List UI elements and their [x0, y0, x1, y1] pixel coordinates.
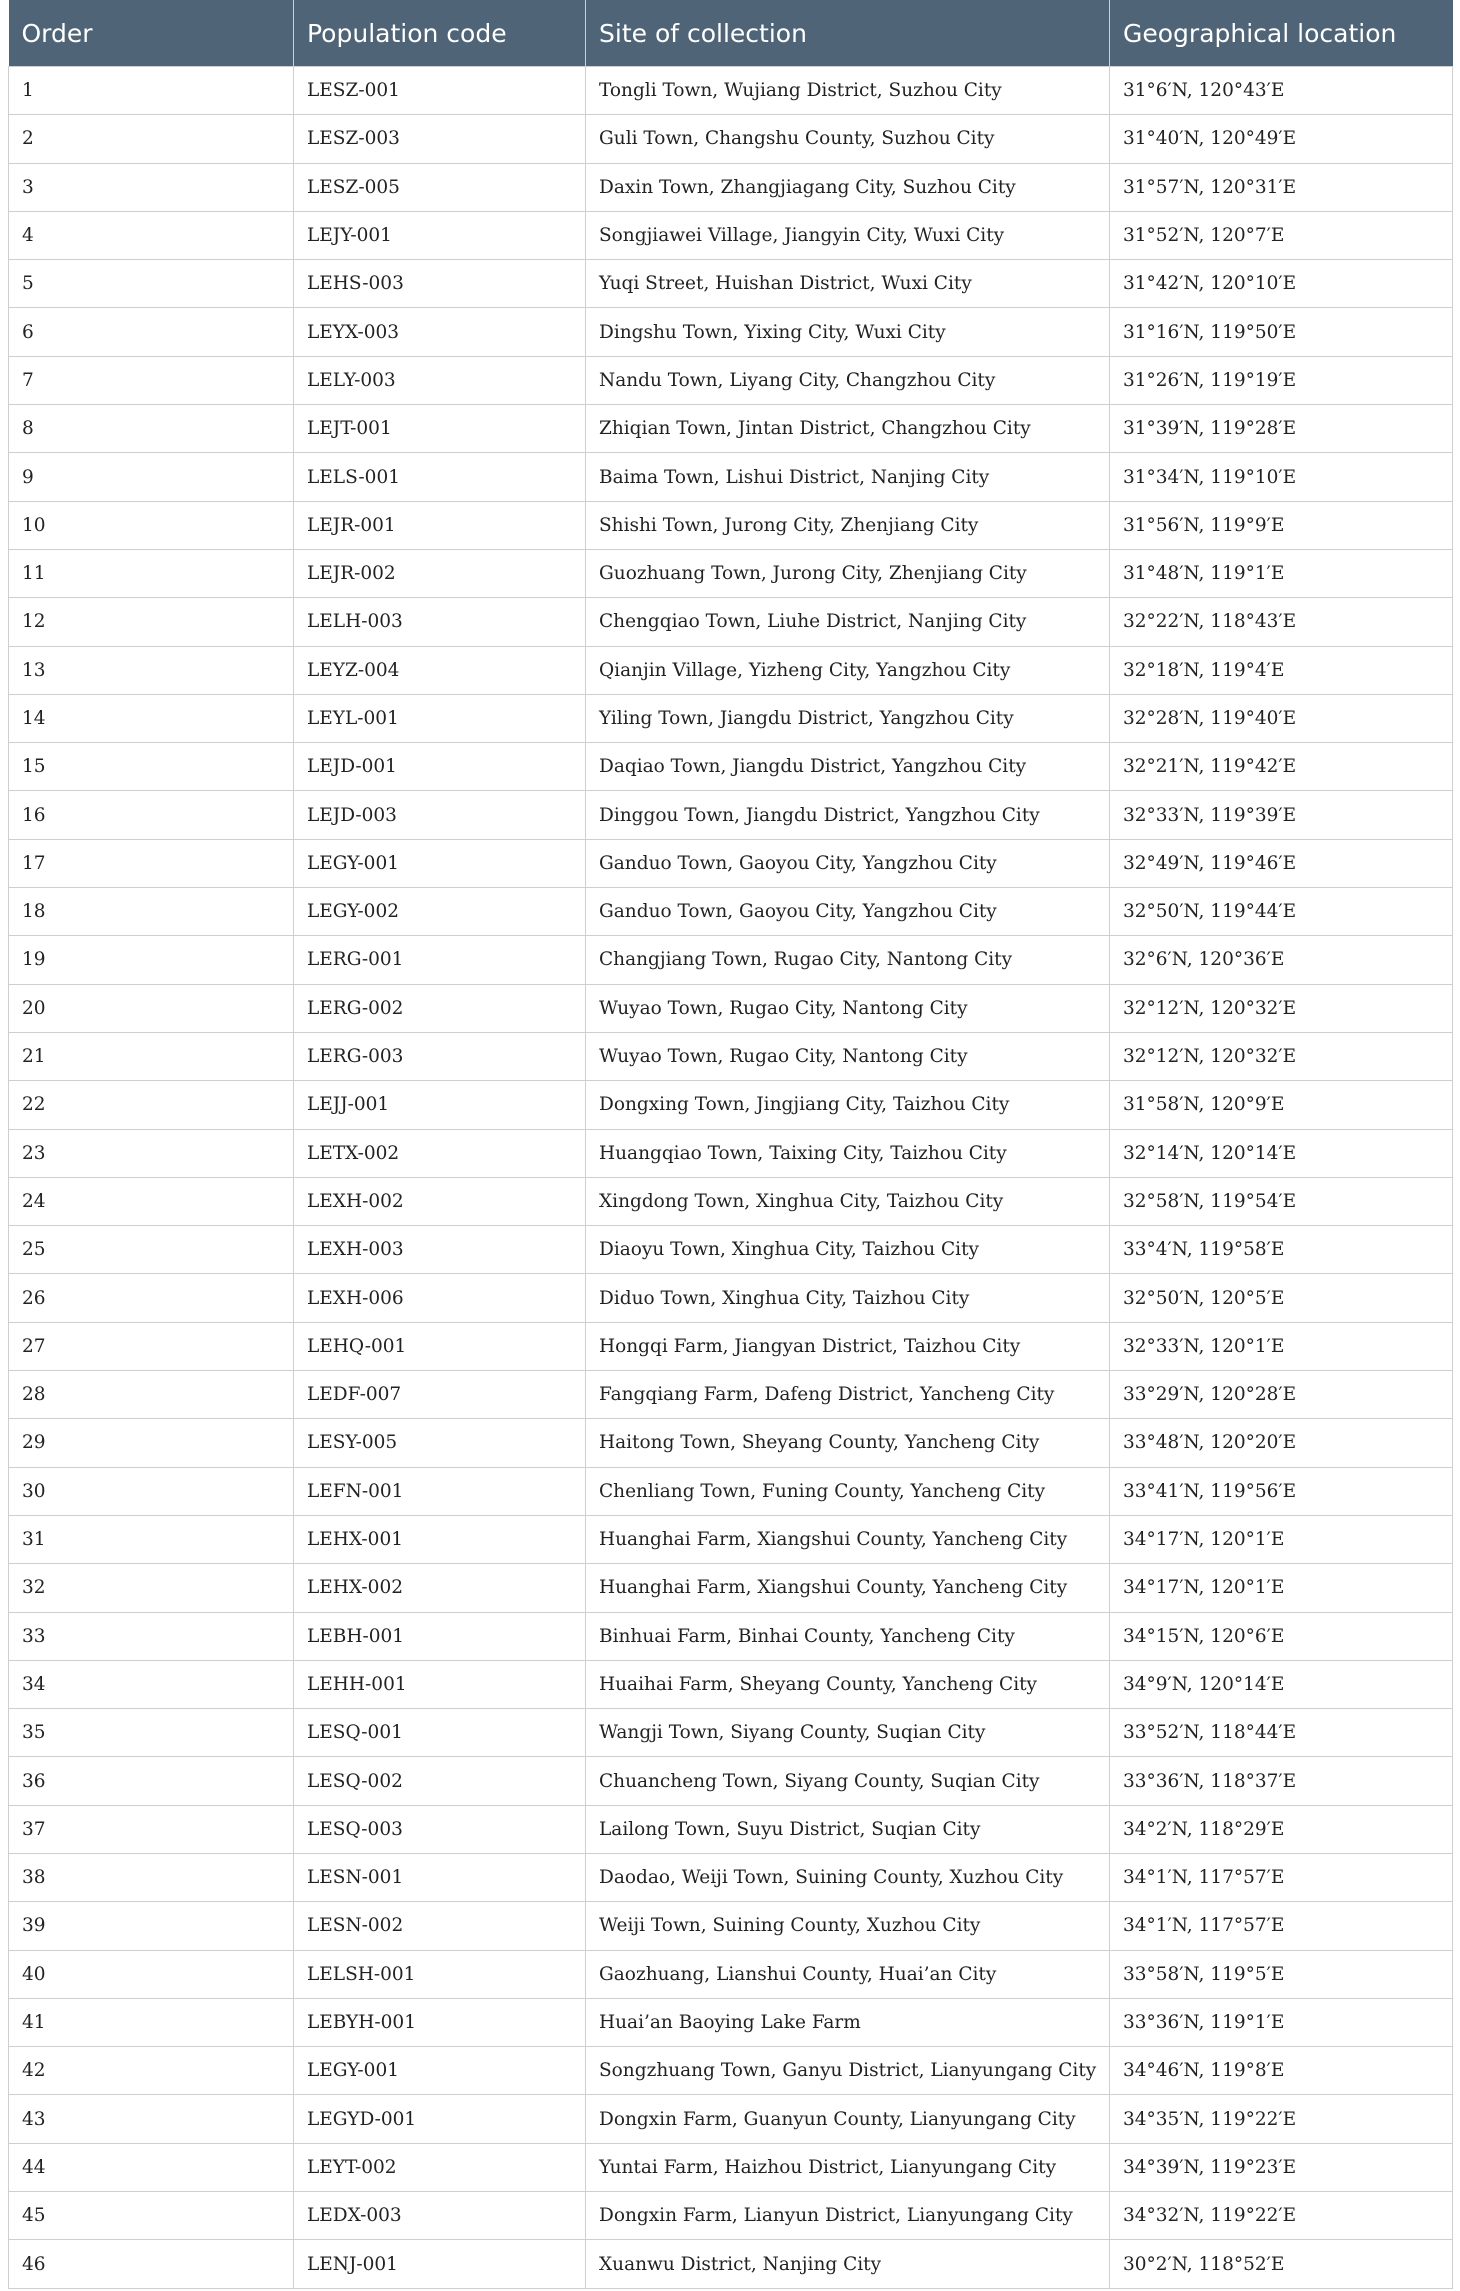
- cell-population-code: LEYZ-004: [294, 646, 586, 694]
- cell-population-code: LEJD-003: [294, 791, 586, 839]
- cell-site-of-collection: Ganduo Town, Gaoyou City, Yangzhou City: [586, 888, 1110, 936]
- table-row: [9, 1081, 1453, 1129]
- table-row: [9, 115, 1453, 163]
- cell-population-code: LEJD-001: [294, 743, 586, 791]
- cell-site-of-collection: Tongli Town, Wujiang District, Suzhou City: [586, 67, 1110, 115]
- cell-site-of-collection: Gaozhuang, Lianshui County, Huai’an City: [586, 1950, 1110, 1998]
- cell-population-code: LENJ-001: [294, 2240, 586, 2288]
- cell-site-of-collection: Chengqiao Town, Liuhe District, Nanjing City: [586, 598, 1110, 646]
- cell-site-of-collection: Shishi Town, Jurong City, Zhenjiang City: [586, 501, 1110, 549]
- cell-population-code: LESY-005: [294, 1419, 586, 1467]
- table-row: [9, 1950, 1453, 1998]
- cell-site-of-collection: Baima Town, Lishui District, Nanjing City: [586, 453, 1110, 501]
- cell-site-of-collection: Dinggou Town, Jiangdu District, Yangzhou City: [586, 791, 1110, 839]
- cell-geographical-location: 31°34′N, 119°10′E: [1110, 453, 1453, 501]
- cell-population-code: LESZ-003: [294, 115, 586, 163]
- cell-site-of-collection: Huaihai Farm, Sheyang County, Yancheng City: [586, 1660, 1110, 1708]
- cell-geographical-location: 34°17′N, 120°1′E: [1110, 1515, 1453, 1563]
- cell-order: 9: [9, 453, 294, 501]
- cell-site-of-collection: Zhiqian Town, Jintan District, Changzhou City: [586, 405, 1110, 453]
- cell-geographical-location: 31°42′N, 120°10′E: [1110, 260, 1453, 308]
- table-row: [9, 549, 1453, 597]
- table-row: [9, 163, 1453, 211]
- cell-population-code: LEGY-001: [294, 2047, 586, 2095]
- cell-order: 20: [9, 984, 294, 1032]
- cell-order: 35: [9, 1709, 294, 1757]
- cell-site-of-collection: Yiling Town, Jiangdu District, Yangzhou City: [586, 694, 1110, 742]
- cell-population-code: LELH-003: [294, 598, 586, 646]
- cell-site-of-collection: Huangqiao Town, Taixing City, Taizhou City: [586, 1129, 1110, 1177]
- table-row: [9, 1177, 1453, 1225]
- cell-population-code: LEDX-003: [294, 2192, 586, 2240]
- cell-order: 13: [9, 646, 294, 694]
- cell-population-code: LEBYH-001: [294, 1998, 586, 2046]
- table-row: [9, 501, 1453, 549]
- table-row: [9, 839, 1453, 887]
- table-row: [9, 356, 1453, 404]
- cell-order: 19: [9, 936, 294, 984]
- cell-site-of-collection: Xingdong Town, Xinghua City, Taizhou City: [586, 1177, 1110, 1225]
- table-row: [9, 453, 1453, 501]
- cell-site-of-collection: Weiji Town, Suining County, Xuzhou City: [586, 1902, 1110, 1950]
- cell-geographical-location: 33°36′N, 119°1′E: [1110, 1998, 1453, 2046]
- table-row: [9, 405, 1453, 453]
- cell-site-of-collection: Wuyao Town, Rugao City, Nantong City: [586, 1032, 1110, 1080]
- cell-order: 25: [9, 1226, 294, 1274]
- cell-site-of-collection: Huanghai Farm, Xiangshui County, Yancheng City: [586, 1515, 1110, 1563]
- cell-geographical-location: 31°48′N, 119°1′E: [1110, 549, 1453, 597]
- cell-site-of-collection: Hongqi Farm, Jiangyan District, Taizhou City: [586, 1322, 1110, 1370]
- table-row: [9, 791, 1453, 839]
- table-row: [9, 308, 1453, 356]
- cell-order: 32: [9, 1564, 294, 1612]
- cell-site-of-collection: Daxin Town, Zhangjiagang City, Suzhou City: [586, 163, 1110, 211]
- cell-geographical-location: 32°50′N, 119°44′E: [1110, 888, 1453, 936]
- cell-order: 12: [9, 598, 294, 646]
- cell-geographical-location: 31°57′N, 120°31′E: [1110, 163, 1453, 211]
- cell-geographical-location: 34°1′N, 117°57′E: [1110, 1853, 1453, 1901]
- table-row: [9, 646, 1453, 694]
- cell-geographical-location: 32°58′N, 119°54′E: [1110, 1177, 1453, 1225]
- cell-population-code: LERG-001: [294, 936, 586, 984]
- cell-population-code: LERG-002: [294, 984, 586, 1032]
- table-row: [9, 1757, 1453, 1805]
- cell-population-code: LEXH-006: [294, 1274, 586, 1322]
- cell-population-code: LESN-001: [294, 1853, 586, 1901]
- table-row: [9, 936, 1453, 984]
- header-geographical-location: Geographical location: [1110, 0, 1453, 67]
- cell-geographical-location: 31°40′N, 120°49′E: [1110, 115, 1453, 163]
- cell-site-of-collection: Guli Town, Changshu County, Suzhou City: [586, 115, 1110, 163]
- cell-geographical-location: 34°35′N, 119°22′E: [1110, 2095, 1453, 2143]
- cell-order: 16: [9, 791, 294, 839]
- cell-geographical-location: 34°39′N, 119°23′E: [1110, 2143, 1453, 2191]
- cell-population-code: LEJR-001: [294, 501, 586, 549]
- cell-geographical-location: 31°52′N, 120°7′E: [1110, 211, 1453, 259]
- cell-geographical-location: 32°12′N, 120°32′E: [1110, 1032, 1453, 1080]
- cell-order: 22: [9, 1081, 294, 1129]
- table-row: [9, 1371, 1453, 1419]
- cell-population-code: LESQ-003: [294, 1805, 586, 1853]
- cell-order: 45: [9, 2192, 294, 2240]
- cell-population-code: LESQ-002: [294, 1757, 586, 1805]
- table-row: [9, 888, 1453, 936]
- cell-site-of-collection: Dongxin Farm, Lianyun District, Lianyungang City: [586, 2192, 1110, 2240]
- cell-site-of-collection: Dongxing Town, Jingjiang City, Taizhou City: [586, 1081, 1110, 1129]
- cell-order: 26: [9, 1274, 294, 1322]
- cell-geographical-location: 33°52′N, 118°44′E: [1110, 1709, 1453, 1757]
- cell-geographical-location: 34°17′N, 120°1′E: [1110, 1564, 1453, 1612]
- cell-site-of-collection: Diaoyu Town, Xinghua City, Taizhou City: [586, 1226, 1110, 1274]
- cell-site-of-collection: Huai’an Baoying Lake Farm: [586, 1998, 1110, 2046]
- cell-order: 24: [9, 1177, 294, 1225]
- cell-order: 29: [9, 1419, 294, 1467]
- cell-order: 11: [9, 549, 294, 597]
- cell-population-code: LESQ-001: [294, 1709, 586, 1757]
- cell-site-of-collection: Changjiang Town, Rugao City, Nantong City: [586, 936, 1110, 984]
- cell-site-of-collection: Yuntai Farm, Haizhou District, Lianyungang City: [586, 2143, 1110, 2191]
- cell-geographical-location: 32°18′N, 119°4′E: [1110, 646, 1453, 694]
- table-row: [9, 1998, 1453, 2046]
- cell-population-code: LEHQ-001: [294, 1322, 586, 1370]
- population-table-container: [8, 0, 1452, 2289]
- cell-population-code: LEJR-002: [294, 549, 586, 597]
- table-row: [9, 67, 1453, 115]
- table-row: [9, 2192, 1453, 2240]
- cell-population-code: LEHS-003: [294, 260, 586, 308]
- cell-order: 41: [9, 1998, 294, 2046]
- cell-population-code: LEJJ-001: [294, 1081, 586, 1129]
- cell-population-code: LESN-002: [294, 1902, 586, 1950]
- cell-geographical-location: 32°21′N, 119°42′E: [1110, 743, 1453, 791]
- cell-order: 39: [9, 1902, 294, 1950]
- table-row: [9, 1902, 1453, 1950]
- cell-geographical-location: 34°2′N, 118°29′E: [1110, 1805, 1453, 1853]
- cell-geographical-location: 32°33′N, 119°39′E: [1110, 791, 1453, 839]
- cell-order: 1: [9, 67, 294, 115]
- cell-population-code: LEGY-001: [294, 839, 586, 887]
- cell-population-code: LESZ-005: [294, 163, 586, 211]
- table-row: [9, 1467, 1453, 1515]
- cell-geographical-location: 30°2′N, 118°52′E: [1110, 2240, 1453, 2288]
- table-row: [9, 1419, 1453, 1467]
- cell-site-of-collection: Chenliang Town, Funing County, Yancheng City: [586, 1467, 1110, 1515]
- header-site-of-collection: Site of collection: [586, 0, 1110, 67]
- cell-order: 10: [9, 501, 294, 549]
- cell-order: 28: [9, 1371, 294, 1419]
- cell-population-code: LEJY-001: [294, 211, 586, 259]
- table-row: [9, 1612, 1453, 1660]
- cell-order: 43: [9, 2095, 294, 2143]
- cell-population-code: LERG-003: [294, 1032, 586, 1080]
- cell-geographical-location: 31°58′N, 120°9′E: [1110, 1081, 1453, 1129]
- cell-population-code: LEGYD-001: [294, 2095, 586, 2143]
- cell-order: 6: [9, 308, 294, 356]
- cell-geographical-location: 32°6′N, 120°36′E: [1110, 936, 1453, 984]
- header-population-code: Population code: [294, 0, 586, 67]
- header-order: Order: [9, 0, 294, 67]
- cell-geographical-location: 33°58′N, 119°5′E: [1110, 1950, 1453, 1998]
- table-row: [9, 1032, 1453, 1080]
- table-body: [9, 67, 1453, 2289]
- cell-geographical-location: 31°26′N, 119°19′E: [1110, 356, 1453, 404]
- cell-geographical-location: 32°49′N, 119°46′E: [1110, 839, 1453, 887]
- cell-order: 31: [9, 1515, 294, 1563]
- table-row: [9, 598, 1453, 646]
- cell-site-of-collection: Ganduo Town, Gaoyou City, Yangzhou City: [586, 839, 1110, 887]
- cell-site-of-collection: Wangji Town, Siyang County, Suqian City: [586, 1709, 1110, 1757]
- cell-site-of-collection: Daqiao Town, Jiangdu District, Yangzhou City: [586, 743, 1110, 791]
- cell-order: 23: [9, 1129, 294, 1177]
- cell-site-of-collection: Guozhuang Town, Jurong City, Zhenjiang City: [586, 549, 1110, 597]
- cell-population-code: LEBH-001: [294, 1612, 586, 1660]
- cell-order: 38: [9, 1853, 294, 1901]
- cell-site-of-collection: Lailong Town, Suyu District, Suqian City: [586, 1805, 1110, 1853]
- cell-geographical-location: 31°39′N, 119°28′E: [1110, 405, 1453, 453]
- cell-population-code: LEFN-001: [294, 1467, 586, 1515]
- cell-geographical-location: 31°16′N, 119°50′E: [1110, 308, 1453, 356]
- cell-order: 4: [9, 211, 294, 259]
- cell-geographical-location: 31°56′N, 119°9′E: [1110, 501, 1453, 549]
- cell-site-of-collection: Songzhuang Town, Ganyu District, Lianyungang City: [586, 2047, 1110, 2095]
- cell-order: 46: [9, 2240, 294, 2288]
- table-row: [9, 694, 1453, 742]
- cell-population-code: LEHX-001: [294, 1515, 586, 1563]
- table-row: [9, 1322, 1453, 1370]
- cell-site-of-collection: Chuancheng Town, Siyang County, Suqian City: [586, 1757, 1110, 1805]
- table-row: [9, 1660, 1453, 1708]
- cell-geographical-location: 32°33′N, 120°1′E: [1110, 1322, 1453, 1370]
- table-row: [9, 1129, 1453, 1177]
- cell-order: 44: [9, 2143, 294, 2191]
- cell-order: 36: [9, 1757, 294, 1805]
- cell-geographical-location: 34°15′N, 120°6′E: [1110, 1612, 1453, 1660]
- cell-site-of-collection: Binhuai Farm, Binhai County, Yancheng City: [586, 1612, 1110, 1660]
- table-row: [9, 1805, 1453, 1853]
- table-row: [9, 1853, 1453, 1901]
- cell-population-code: LEYT-002: [294, 2143, 586, 2191]
- cell-order: 14: [9, 694, 294, 742]
- cell-geographical-location: 34°9′N, 120°14′E: [1110, 1660, 1453, 1708]
- cell-site-of-collection: Huanghai Farm, Xiangshui County, Yancheng City: [586, 1564, 1110, 1612]
- cell-site-of-collection: Songjiawei Village, Jiangyin City, Wuxi City: [586, 211, 1110, 259]
- table-row: [9, 1226, 1453, 1274]
- cell-order: 18: [9, 888, 294, 936]
- cell-population-code: LEDF-007: [294, 1371, 586, 1419]
- table-row: [9, 1709, 1453, 1757]
- cell-geographical-location: 34°32′N, 119°22′E: [1110, 2192, 1453, 2240]
- cell-site-of-collection: Wuyao Town, Rugao City, Nantong City: [586, 984, 1110, 1032]
- cell-order: 21: [9, 1032, 294, 1080]
- cell-geographical-location: 31°6′N, 120°43′E: [1110, 67, 1453, 115]
- table-row: [9, 1515, 1453, 1563]
- cell-order: 3: [9, 163, 294, 211]
- cell-population-code: LEGY-002: [294, 888, 586, 936]
- cell-site-of-collection: Diduo Town, Xinghua City, Taizhou City: [586, 1274, 1110, 1322]
- cell-geographical-location: 32°50′N, 120°5′E: [1110, 1274, 1453, 1322]
- cell-order: 8: [9, 405, 294, 453]
- table-row: [9, 2240, 1453, 2288]
- population-table: [8, 0, 1453, 2289]
- cell-order: 34: [9, 1660, 294, 1708]
- cell-geographical-location: 33°29′N, 120°28′E: [1110, 1371, 1453, 1419]
- cell-order: 15: [9, 743, 294, 791]
- cell-population-code: LEXH-003: [294, 1226, 586, 1274]
- cell-order: 27: [9, 1322, 294, 1370]
- cell-geographical-location: 32°22′N, 118°43′E: [1110, 598, 1453, 646]
- cell-order: 7: [9, 356, 294, 404]
- table-row: [9, 260, 1453, 308]
- cell-population-code: LEXH-002: [294, 1177, 586, 1225]
- cell-order: 33: [9, 1612, 294, 1660]
- cell-order: 2: [9, 115, 294, 163]
- cell-population-code: LELSH-001: [294, 1950, 586, 1998]
- cell-order: 5: [9, 260, 294, 308]
- table-header: [9, 0, 1453, 67]
- cell-site-of-collection: Nandu Town, Liyang City, Changzhou City: [586, 356, 1110, 404]
- table-row: [9, 211, 1453, 259]
- cell-order: 42: [9, 2047, 294, 2095]
- table-row: [9, 1274, 1453, 1322]
- cell-order: 30: [9, 1467, 294, 1515]
- cell-population-code: LESZ-001: [294, 67, 586, 115]
- cell-site-of-collection: Daodao, Weiji Town, Suining County, Xuzhou City: [586, 1853, 1110, 1901]
- cell-site-of-collection: Qianjin Village, Yizheng City, Yangzhou City: [586, 646, 1110, 694]
- cell-geographical-location: 32°12′N, 120°32′E: [1110, 984, 1453, 1032]
- table-row: [9, 2095, 1453, 2143]
- cell-population-code: LELS-001: [294, 453, 586, 501]
- table-row: [9, 743, 1453, 791]
- cell-site-of-collection: Yuqi Street, Huishan District, Wuxi City: [586, 260, 1110, 308]
- cell-site-of-collection: Dingshu Town, Yixing City, Wuxi City: [586, 308, 1110, 356]
- cell-geographical-location: 34°46′N, 119°8′E: [1110, 2047, 1453, 2095]
- cell-order: 40: [9, 1950, 294, 1998]
- header-row: [9, 0, 1453, 67]
- cell-population-code: LEHX-002: [294, 1564, 586, 1612]
- cell-population-code: LEJT-001: [294, 405, 586, 453]
- table-row: [9, 2143, 1453, 2191]
- cell-site-of-collection: Dongxin Farm, Guanyun County, Lianyungang City: [586, 2095, 1110, 2143]
- cell-geographical-location: 33°41′N, 119°56′E: [1110, 1467, 1453, 1515]
- cell-geographical-location: 32°14′N, 120°14′E: [1110, 1129, 1453, 1177]
- cell-geographical-location: 33°36′N, 118°37′E: [1110, 1757, 1453, 1805]
- cell-geographical-location: 33°4′N, 119°58′E: [1110, 1226, 1453, 1274]
- cell-geographical-location: 33°48′N, 120°20′E: [1110, 1419, 1453, 1467]
- cell-population-code: LELY-003: [294, 356, 586, 404]
- table-row: [9, 1564, 1453, 1612]
- cell-site-of-collection: Xuanwu District, Nanjing City: [586, 2240, 1110, 2288]
- cell-site-of-collection: Fangqiang Farm, Dafeng District, Yancheng City: [586, 1371, 1110, 1419]
- cell-site-of-collection: Haitong Town, Sheyang County, Yancheng City: [586, 1419, 1110, 1467]
- cell-order: 17: [9, 839, 294, 887]
- table-row: [9, 2047, 1453, 2095]
- cell-population-code: LEYL-001: [294, 694, 586, 742]
- cell-population-code: LEYX-003: [294, 308, 586, 356]
- cell-population-code: LETX-002: [294, 1129, 586, 1177]
- cell-geographical-location: 34°1′N, 117°57′E: [1110, 1902, 1453, 1950]
- cell-population-code: LEHH-001: [294, 1660, 586, 1708]
- cell-order: 37: [9, 1805, 294, 1853]
- cell-geographical-location: 32°28′N, 119°40′E: [1110, 694, 1453, 742]
- table-row: [9, 984, 1453, 1032]
